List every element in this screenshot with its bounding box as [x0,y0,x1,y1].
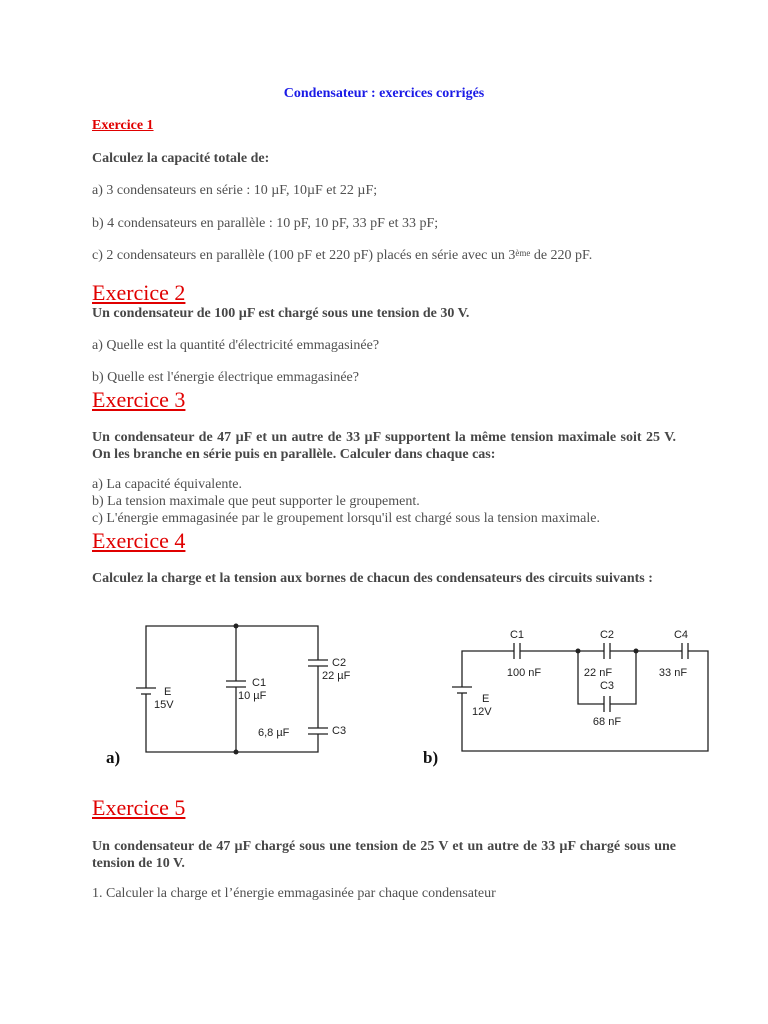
circuit-a-source-value: 15V [154,699,174,711]
c3-value: 6,8 µF [258,727,290,739]
exercise-3-heading: Exercice 3 [92,387,186,412]
exercise-4-intro: Calculez la charge et la tension aux bornes de chacun des condensateurs des circuits suivants : [92,571,653,586]
exercise-2-item-a: a) Quelle est la quantité d'électricité emmagasinée? [92,338,380,353]
circuit-b-source-value: 12V [472,706,492,718]
exercise-1-item-c-text: c) 2 condensateurs en parallèle (100 pF et 220 pF) placés en série avec un 3 [92,248,516,263]
c2b-value: 22 nF [583,667,613,679]
exercise-3-item-a: a) La capacité équivalente. [92,477,243,492]
exercise-2-intro: Un condensateur de 100 µF est chargé sous une tension de 30 V. [92,306,470,321]
c4b-value: 33 nF [658,667,688,679]
exercise-3-intro: Un condensateur de 47 µF et un autre de 33 µF supportent la même tension maximale soit 25 V. On les branche en série puis en parallèle. Calculer dans chaque cas: [92,430,676,462]
exercise-3-items [92,476,692,527]
exercise-5-intro: Un condensateur de 47 µF chargé sous une tension de 25 V et un autre de 33 µF chargé sous une tension de 10 V. [92,839,676,871]
c3b-wire-right [610,651,636,704]
c3b-name: C3 [599,680,615,692]
exercise-2-item-b: b) Quelle est l'énergie électrique emmagasinée? [92,370,359,385]
exercise-1-item-a: a) 3 condensateurs en série : 10 µF, 10µF et 22 µF; [92,183,378,198]
circuit-b-source-name: E [482,693,490,705]
c3-name: C3 [332,725,347,737]
exercise-1-intro: Calculez la capacité totale de: [92,151,270,166]
c3b-value: 68 nF [592,716,622,728]
circuit-b-return-wire [462,651,708,751]
c2-name: C2 [332,657,347,669]
exercise-3-item-b: b) La tension maximale que peut supporter le groupement. [92,494,420,509]
c1b-value: 100 nF [506,667,542,679]
exercise-1-item-c [92,248,592,264]
exercise-3-item-c: c) L'énergie emmagasinée par le groupement lorsqu'il est chargé sous la tension maximale. [92,511,600,526]
exercise-1-item-b: b) 4 condensateurs en parallèle : 10 pF, 10 pF, 33 pF et 33 pF; [92,216,439,231]
c2-value: 22 µF [322,670,351,682]
c1b-name: C1 [509,629,525,641]
circuit-b-diagram [418,622,718,768]
exercise-1-heading: Exercice 1 [92,118,154,133]
circuit-b-label: b) [423,748,439,767]
circuit-a-node-bottom [234,750,239,755]
c2b-name: C2 [599,629,615,641]
circuit-a-source-name: E [164,686,172,698]
exercise-1-item-c-superscript: ème [515,248,531,258]
circuit-a-diagram [96,618,366,768]
circuit-a-label: a) [106,748,121,767]
exercise-4-heading: Exercice 4 [92,528,186,553]
c4b-name: C4 [673,629,689,641]
exercise-5-heading: Exercice 5 [92,795,186,820]
circuit-a-node-top [234,624,239,629]
document-title: Condensateur : exercices corrigés [283,86,485,101]
exercise-1-item-c-end: de 220 pF. [530,248,593,263]
exercise-2-heading: Exercice 2 [92,280,186,305]
c1-name: C1 [252,677,267,689]
c1-value: 10 µF [238,690,267,702]
circuit-a-top-wire [146,626,318,688]
exercise-5-question-1: 1. Calculer la charge et l’énergie emmagasinée par chaque condensateur [92,886,496,901]
